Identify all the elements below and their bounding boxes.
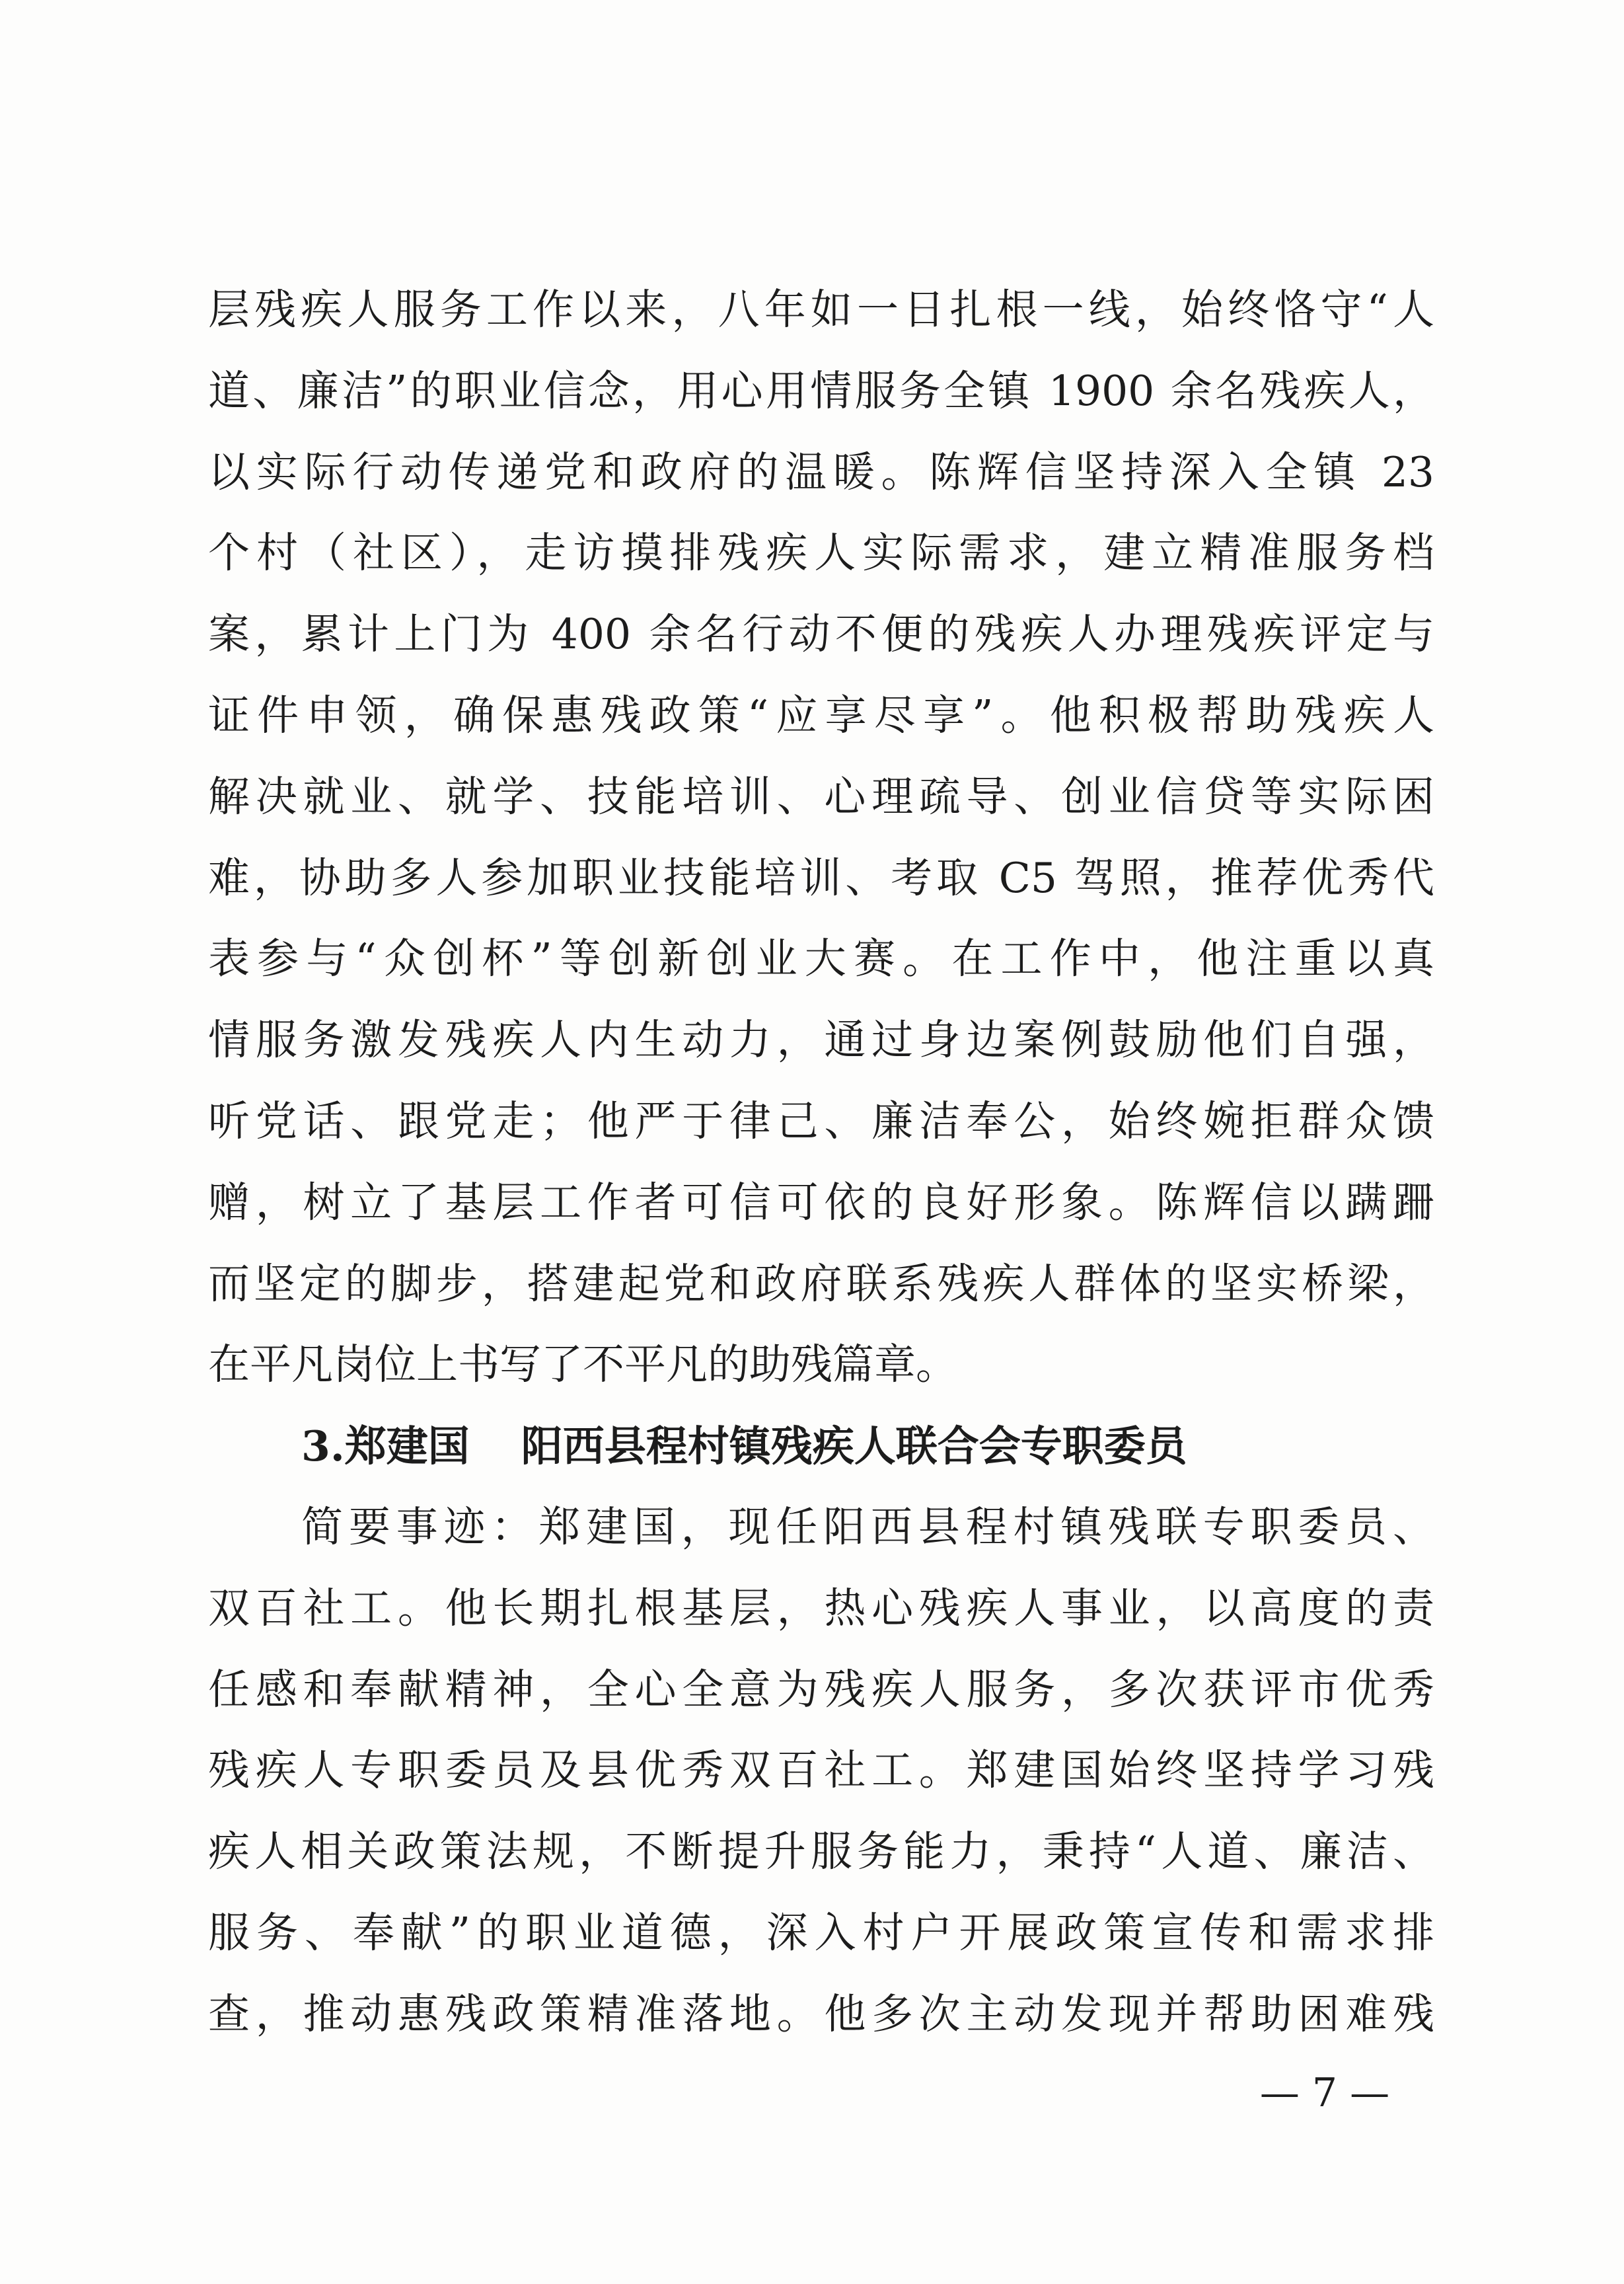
text-line: 层残疾人服务工作以来，八年如一日扎根一线，始终恪守“人 [208, 286, 1434, 334]
text-line: 解决就业、就学、技能培训、心理疏导、创业信贷等实际困 [208, 772, 1434, 821]
text-line: 赠，树立了基层工作者可信可依的良好形象。陈辉信以蹒跚 [208, 1178, 1434, 1227]
text-line: 以实际行动传递党和政府的温暖。陈辉信坚持深入全镇 23 [208, 447, 1434, 496]
heading-label: 3.郑建国 [301, 1422, 470, 1471]
text-line: 案，累计上门为 400 余名行动不便的残疾人办理残疾评定与 [208, 610, 1434, 659]
text-line: 在平凡岗位上书写了不平凡的助残篇章。 [208, 1340, 957, 1389]
text-line: 任感和奉献精神，全心全意为残疾人服务，多次获评市优秀 [208, 1665, 1434, 1714]
text-line: 双百社工。他长期扎根基层，热心残疾人事业，以高度的责 [208, 1583, 1434, 1632]
text-line: 残疾人专职委员及县优秀双百社工。郑建国始终坚持学习残 [208, 1746, 1434, 1795]
text-line: 表参与“众创杯”等创新创业大赛。在工作中，他注重以真 [208, 934, 1434, 983]
heading-title: 阳西县程村镇残疾人联合会专职委员 [521, 1422, 1187, 1471]
text-line: 证件申领，确保惠残政策“应享尽享”。他积极帮助残疾人 [208, 691, 1434, 740]
text-line: 而坚定的脚步，搭建起党和政府联系残疾人群体的坚实桥梁， [208, 1259, 1434, 1308]
section-heading [208, 1406, 1434, 1487]
paragraph-chen-huixin [208, 270, 1434, 1406]
text-line: 情服务激发残疾人内生动力，通过身边案例鼓励他们自强， [208, 1016, 1434, 1065]
text-line: 疾人相关政策法规，不断提升服务能力，秉持“人道、廉洁、 [208, 1827, 1434, 1876]
page-number: — 7 — [1259, 2070, 1390, 2116]
text-line: 道、廉洁”的职业信念，用心用情服务全镇 1900 余名残疾人， [208, 366, 1434, 415]
paragraph-zheng-jianguo [208, 1487, 1434, 2055]
text-line: 简要事迹：郑建国，现任阳西县程村镇残联专职委员、 [301, 1502, 1434, 1551]
text-line: 难，协助多人参加职业技能培训、考取 C5 驾照，推荐优秀代 [208, 853, 1434, 902]
document-body [208, 270, 1434, 2055]
text-line: 服务、奉献”的职业道德，深入村户开展政策宣传和需求排 [208, 1908, 1434, 1957]
text-line: 听党话、跟党走；他严于律己、廉洁奉公，始终婉拒群众馈 [208, 1096, 1434, 1145]
text-line: 个村（社区），走访摸排残疾人实际需求，建立精准服务档 [208, 529, 1434, 578]
text-line: 查，推动惠残政策精准落地。他多次主动发现并帮助困难残 [208, 1989, 1434, 2038]
